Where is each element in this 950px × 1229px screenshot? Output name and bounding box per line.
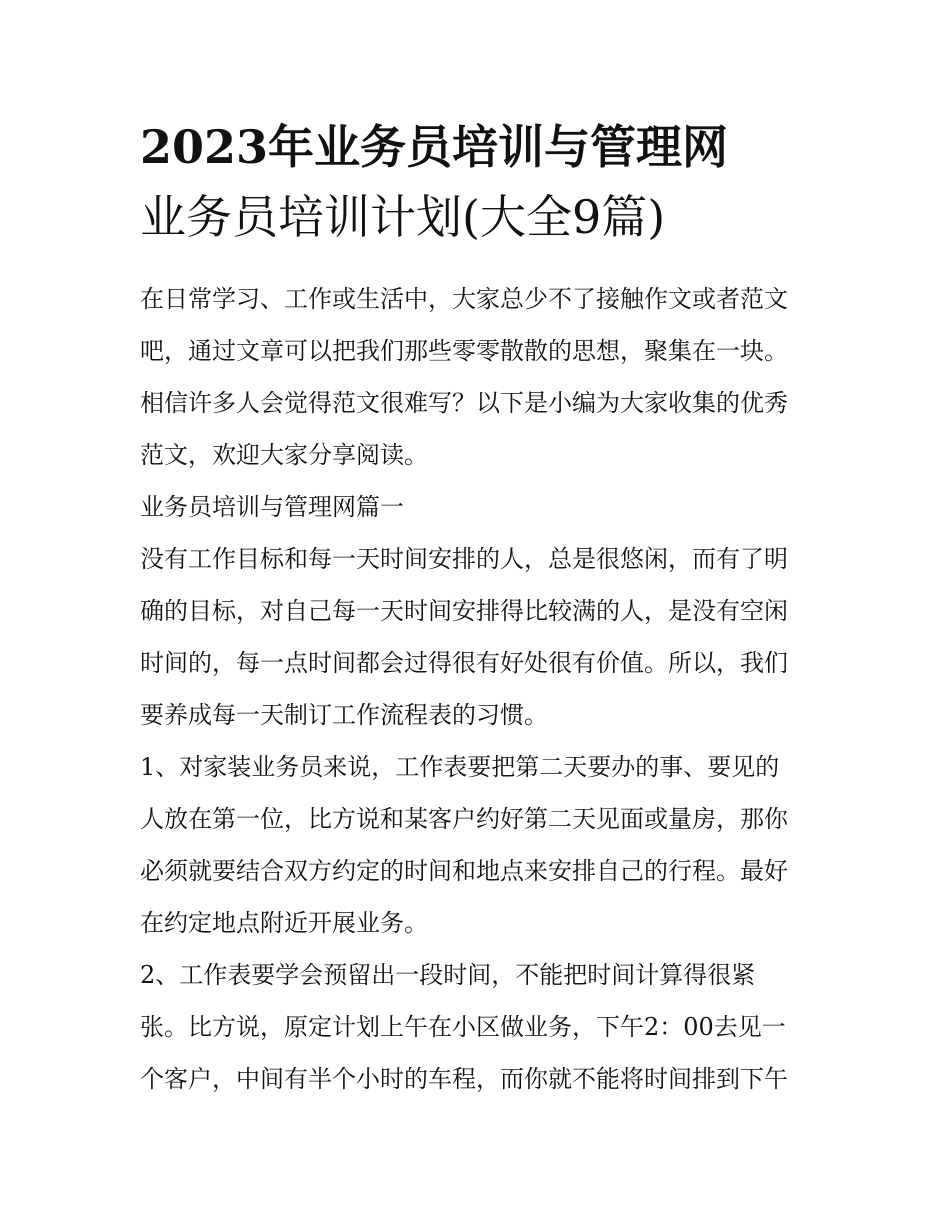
title-line-1: 2023年业务员培训与管理网: [140, 120, 729, 174]
section-heading-text: 业务员培训与管理网篇一: [140, 493, 404, 521]
paragraph-1: [140, 540, 830, 734]
document-page: [140, 112, 830, 1098]
section-heading: [140, 488, 830, 526]
list-item-line: 个客户，中间有半个小时的车程，而你就不能将时间排到下午: [140, 1065, 788, 1093]
intro-line: 吧，通过文章可以把我们那些零零散散的思想，聚集在一块。: [140, 337, 788, 365]
list-item-line: 人放在第一位，比方说和某客户约好第二天见面或量房，那你: [140, 805, 788, 833]
intro-line: 范文，欢迎大家分享阅读。: [140, 441, 428, 469]
paragraph-line: 没有工作目标和每一天时间安排的人，总是很悠闲，而有了明: [140, 545, 788, 573]
list-item-line: 张。比方说，原定计划上午在小区做业务，下午2：00去见一: [140, 1013, 786, 1041]
intro-line: 相信许多人会觉得范文很难写？以下是小编为大家收集的优秀: [140, 389, 788, 417]
intro-line: 在日常学习、工作或生活中，大家总少不了接触作文或者范文: [140, 285, 788, 313]
list-item-line: 2、工作表要学会预留出一段时间，不能把时间计算得很紧: [140, 961, 756, 989]
title-line-2: 业务员培训计划(大全9篇): [140, 190, 666, 244]
list-item-1: [140, 748, 830, 942]
paragraph-line: 要养成每一天制订工作流程表的习惯。: [140, 701, 548, 729]
paragraph-line: 确的目标，对自己每一天时间安排得比较满的人，是没有空闲: [140, 597, 788, 625]
list-item-line: 在约定地点附近开展业务。: [140, 909, 428, 937]
intro-paragraph: [140, 280, 830, 474]
list-item-line: 必须就要结合双方约定的时间和地点来安排自己的行程。最好: [140, 857, 788, 885]
list-item-line: 1、对家装业务员来说，工作表要把第二天要办的事、要见的: [140, 753, 780, 781]
list-item-2: [140, 956, 830, 1098]
document-body: [140, 280, 830, 1098]
document-title: [140, 112, 830, 252]
paragraph-line: 时间的，每一点时间都会过得很有好处很有价值。所以，我们: [140, 649, 788, 677]
